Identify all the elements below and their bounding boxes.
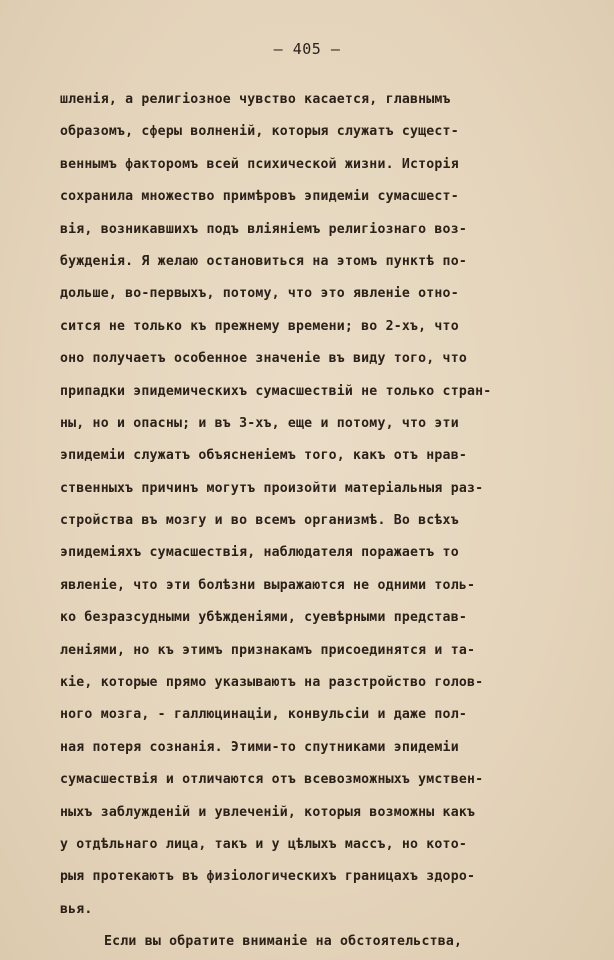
paragraph-start-line: Если вы обратите вниманіе на обстоятельства, xyxy=(104,934,463,950)
text-line: эпидеміи служатъ объясненіемъ того, какъ отъ нрав- xyxy=(60,448,467,464)
text-line: сохранила множество примѣровъ эпидеміи сумасшест- xyxy=(60,189,459,205)
page-number: – 405 – xyxy=(273,40,341,58)
text-line: ко безразсудными убѣжденіями, суевѣрными представ- xyxy=(60,610,467,626)
text-line: вія, возникавшихъ подъ вліяніемъ религіознаго воз- xyxy=(60,221,467,237)
text-line: у отдѣльнаго лица, такъ и у цѣлыхъ массъ, но кото- xyxy=(60,836,467,852)
text-line: рыя протекаютъ въ физіологическихъ границахъ здоро- xyxy=(60,869,476,885)
text-line: шленія, а религіозное чувство касается, главнымъ xyxy=(60,92,451,107)
text-line: кіе, которые прямо указываютъ на разстройство голов- xyxy=(60,675,484,691)
text-line: вья. xyxy=(60,901,93,917)
text-line: ныхъ заблужденій и увлеченій, которыя возможны какъ xyxy=(60,804,476,820)
text-line: ны, но и опасны; и въ 3-хъ, еще и потому, что эти xyxy=(60,415,459,431)
text-line: ственныхъ причинъ могутъ произойти матеріальныя раз- xyxy=(60,480,484,496)
text-line: эпидеміяхъ сумасшествія, наблюдателя поражаетъ то xyxy=(60,545,459,561)
text-line: веннымъ факторомъ всей психической жизни. Исторія xyxy=(60,156,459,172)
text-line: бужденія. Я желаю остановиться на этомъ пунктѣ по- xyxy=(60,253,467,269)
text-line: явленіе, что эти болѣзни выражаются не одними толь- xyxy=(60,577,476,593)
text-line: ная потеря сознанія. Этими-то спутниками эпидеміи xyxy=(60,739,459,755)
body-text xyxy=(60,84,580,959)
text-line: оно получаетъ особенное значеніе въ виду того, что xyxy=(60,351,467,367)
text-line: стройства въ мозгу и во всемъ организмѣ. Во всѣхъ xyxy=(60,513,459,529)
text-line: сится не только къ прежнему времени; во 2-хъ, что xyxy=(60,318,459,334)
text-line: дольше, во-первыхъ, потому, что это явленіе отно- xyxy=(60,286,459,302)
text-line: образомъ, сферы волненій, которыя служатъ сущест- xyxy=(60,124,459,140)
text-line: леніями, но къ этимъ признакамъ присоединятся и та- xyxy=(60,642,476,658)
text-line: припадки эпидемическихъ сумасшествій не только стран- xyxy=(60,383,492,399)
text-line: сумасшествія и отличаются отъ всевозможныхъ умствен- xyxy=(60,772,484,788)
text-line: ного мозга, - галлюцинаціи, конвульсіи и даже пол- xyxy=(60,707,467,723)
